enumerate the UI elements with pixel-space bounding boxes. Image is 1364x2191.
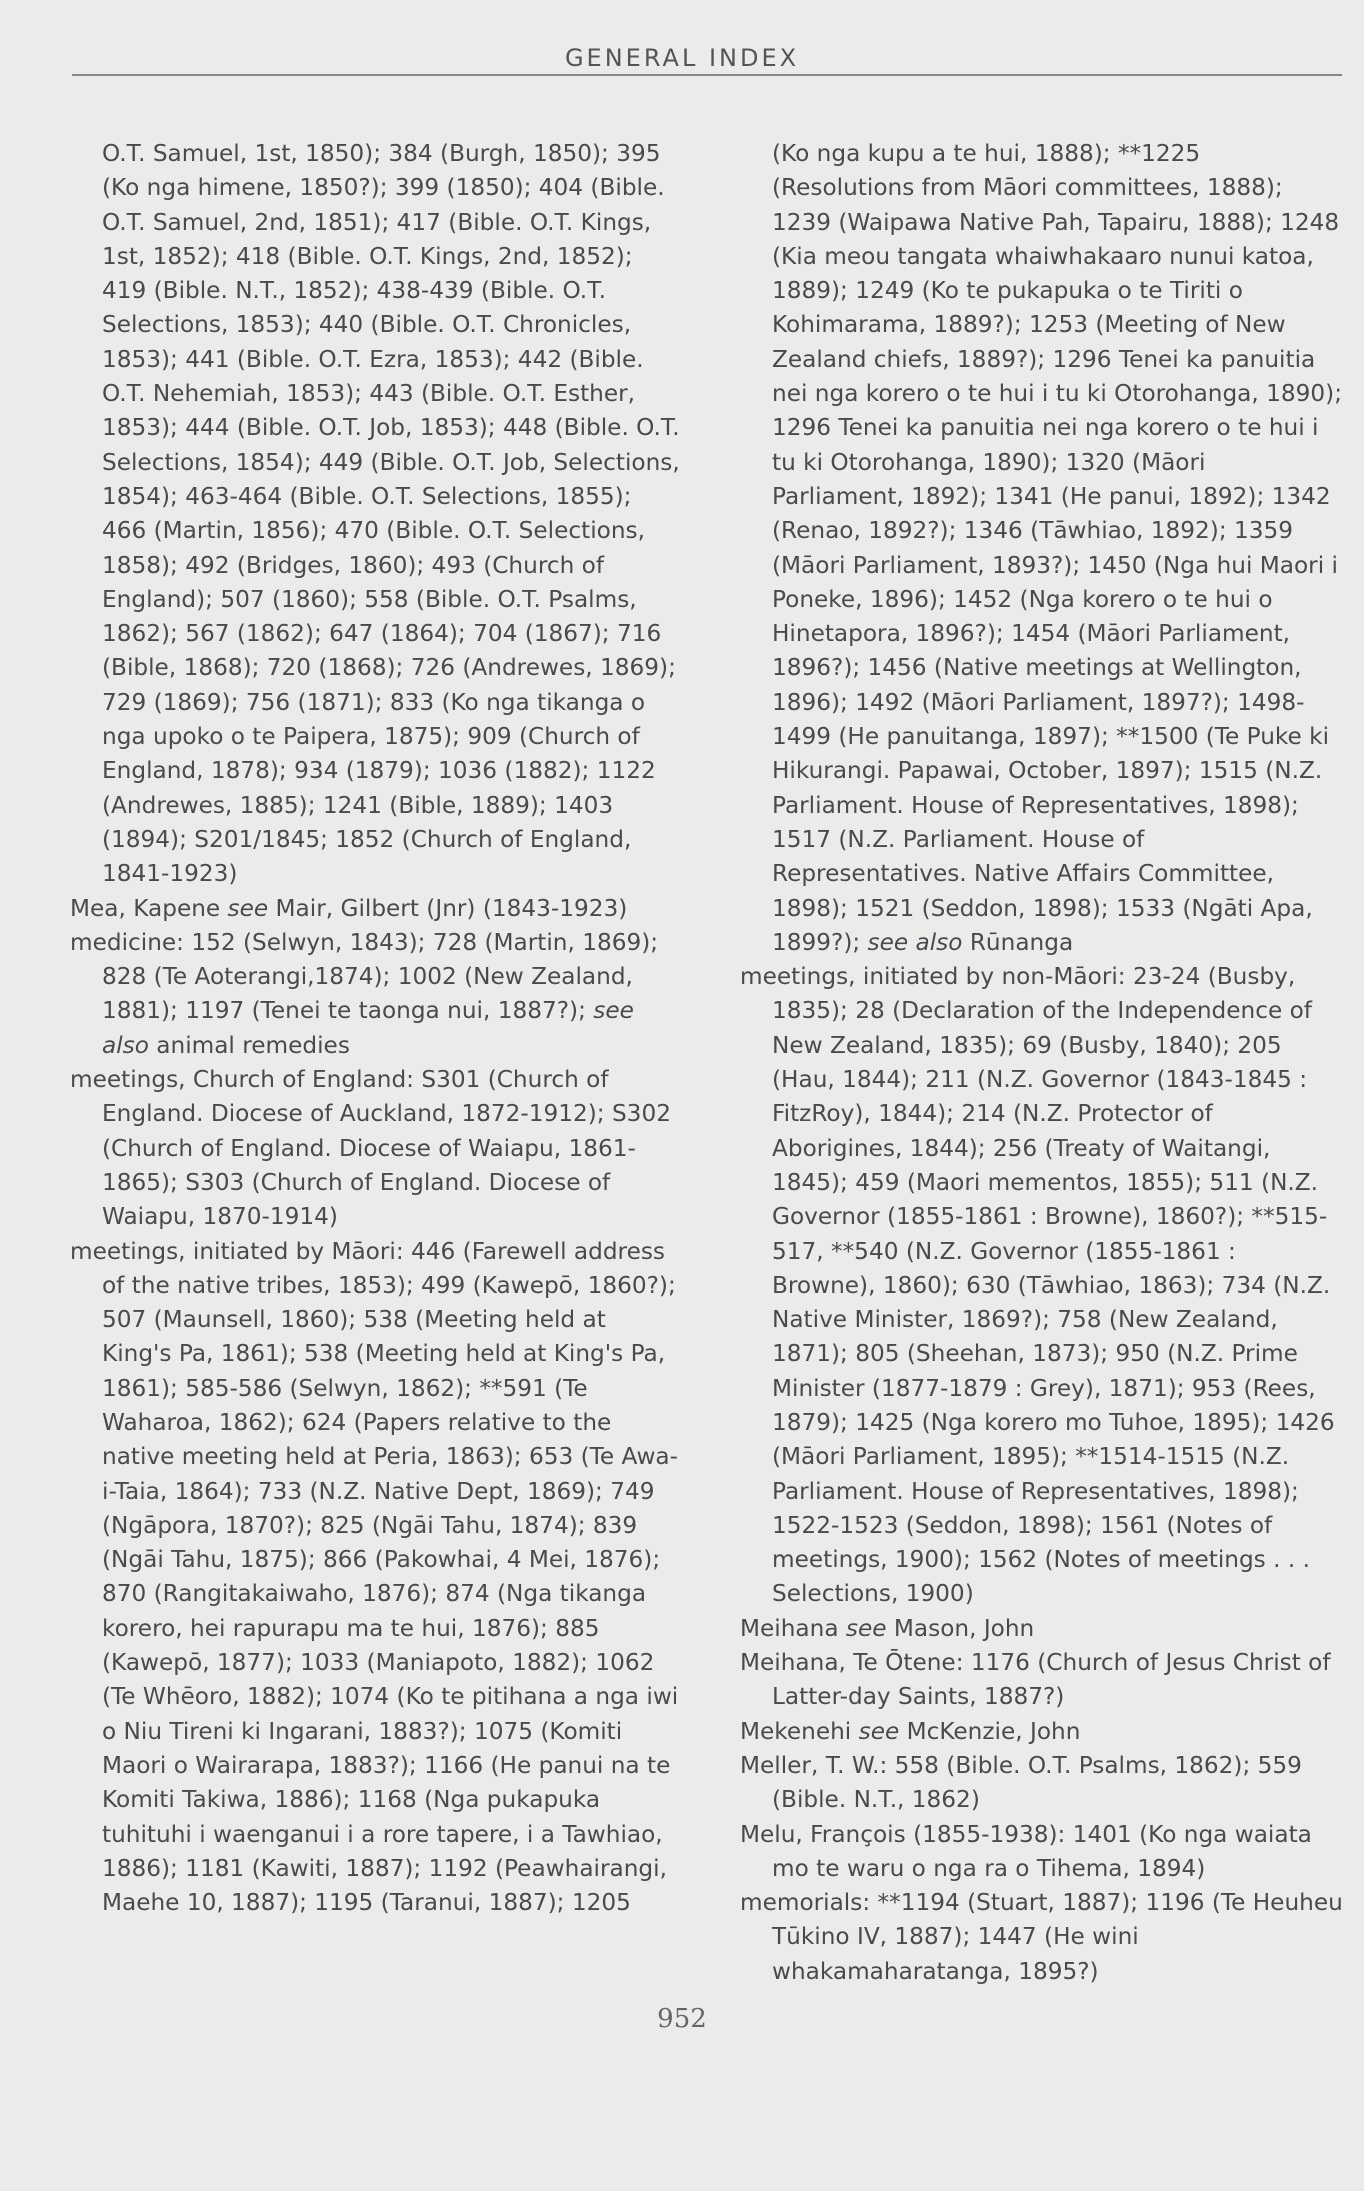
cross-reference-label: see xyxy=(845,1614,887,1642)
cross-reference-label: see also xyxy=(867,928,963,956)
page-number: 952 xyxy=(657,2004,707,2034)
entry-text: meetings, Church of England: S301 (Church of England. Diocese of Auckland, 1872-1912); S302 (Church of England. Diocese of Waiapu, 1861-1865); S303 (Church of England. Diocese of Waiapu, 1870-1914) xyxy=(70,1066,671,1231)
entry-text: Mea, Kapene xyxy=(70,894,228,922)
index-entry xyxy=(740,1612,1344,1646)
entry-text: Mason, John xyxy=(886,1614,1035,1642)
index-entry xyxy=(70,926,682,1063)
index-entry xyxy=(740,1715,1344,1749)
cross-reference-label: see xyxy=(227,894,269,922)
index-entry xyxy=(740,1818,1344,1887)
entry-text: McKenzie, John xyxy=(899,1717,1081,1745)
entry-text: Mekenehi xyxy=(740,1717,859,1745)
index-entry-continued xyxy=(70,137,682,892)
index-entry xyxy=(740,960,1344,1612)
entry-text: Meihana xyxy=(740,1614,846,1642)
running-header: GENERAL INDEX xyxy=(564,44,800,72)
entry-text: Melu, François (1855-1938): 1401 (Ko nga waiata mo te waru o nga ra o Tihema, 1894) xyxy=(740,1820,1312,1882)
index-entry xyxy=(70,1235,682,1921)
entry-text: Meihana, Te Ōtene: 1176 (Church of Jesus Christ of Latter-day Saints, 1887?) xyxy=(740,1649,1331,1711)
index-entry xyxy=(70,1063,682,1234)
entry-text: meetings, initiated by Māori: 446 (Farewell address of the native tribes, 1853); 499 (Kawepō, 1860?); 507 (Maunsell, 1860); 538 (Meeting held at King's Pa, 1861); 538 (Meeting held at King's Pa, 1861); 585-586 (Selwyn, 1862); **591 (Te Waharoa, 1862); 624 (Papers relative to the native meeting held at Peria, 1863); 653 (Te Awa-i-Taia, 1864); 733 (N.Z. Native Dept, 1869); 749 (Ngāpora, 1870?); 825 (Ngāi Tahu, 1874); 839 (Ngāi Tahu, 1875); 866 (Pakowhai, 4 Mei, 1876); 870 (Rangitakaiwaho, 1876); 874 (Nga tikanga korero, hei rapurapu ma te hui, 1876); 885 (Kawepō, 1877); 1033 (Maniapoto, 1882); 1062 (Te Whēoro, 1882); 1074 (Ko te pitihana a nga iwi o Niu Tireni ki Ingarani, 1883?); 1075 (Komiti Maori o Wairarapa, 1883?); 1166 (He panui na te Komiti Takiwa, 1886); 1168 (Nga pukapuka tuhituhi i waenganui i a rore tapere, i a Tawhiao, 1886); 1181 (Kawiti, 1887); 1192 (Peawhairangi, Maehe 10, 1887); 1195 (Taranui, 1887); 1205 xyxy=(70,1237,679,1917)
index-entry xyxy=(740,1886,1344,1989)
header-rule xyxy=(72,74,1342,76)
entry-text: Mair, Gilbert (Jnr) (1843-1923) xyxy=(268,894,628,922)
index-entry-continued xyxy=(740,137,1344,960)
cross-reference-label: see xyxy=(858,1717,900,1745)
entry-text: O.T. Samuel, 1st, 1850); 384 (Burgh, 1850); 395 (Ko nga himene, 1850?); 399 (1850); 404 (Bible. O.T. Samuel, 2nd, 1851); 417 (Bible. O.T. Kings, 1st, 1852); 418 (Bible. O.T. Kings, 2nd, 1852); 419 (Bible. N.T., 1852); 438-439 (Bible. O.T. Selections, 1853); 440 (Bible. O.T. Chronicles, 1853); 441 (Bible. O.T. Ezra, 1853); 442 (Bible. O.T. Nehemiah, 1853); 443 (Bible. O.T. Esther, 1853); 444 (Bible. O.T. Job, 1853); 448 (Bible. O.T. Selections, 1854); 449 (Bible. O.T. Job, Selections, 1854); 463-464 (Bible. O.T. Selections, 1855); 466 (Martin, 1856); 470 (Bible. O.T. Selections, 1858); 492 (Bridges, 1860); 493 (Church of England); 507 (1860); 558 (Bible. O.T. Psalms, 1862); 567 (1862); 647 (1864); 704 (1867); 716 (Bible, 1868); 720 (1868); 726 (Andrewes, 1869); 729 (1869); 756 (1871); 833 (Ko nga tikanga o nga upoko o te Paipera, 1875); 909 (Church of England, 1878); 934 (1879); 1036 (1882); 1122 (Andrewes, 1885); 1241 (Bible, 1889); 1403 (1894); S201/1845; 1852 (Church of England, 1841-1923) xyxy=(102,140,680,888)
entry-text: animal remedies xyxy=(148,1031,350,1059)
entry-text: Rūnanga xyxy=(962,928,1074,956)
index-entry xyxy=(740,1749,1344,1818)
entry-text: meetings, initiated by non-Māori: 23-24 (Busby, 1835); 28 (Declaration of the Independence of New Zealand, 1835); 69 (Busby, 1840); 205 (Hau, 1844); 211 (N.Z. Governor (1843-1845 : FitzRoy), 1844); 214 (N.Z. Protector of Aborigines, 1844); 256 (Treaty of Waitangi, 1845); 459 (Maori mementos, 1855); 511 (N.Z. Governor (1855-1861 : Browne), 1860?); **515-517, **540 (N.Z. Governor (1855-1861 : Browne), 1860); 630 (Tāwhiao, 1863); 734 (N.Z. Native Minister, 1869?); 758 (New Zealand, 1871); 805 (Sheehan, 1873); 950 (N.Z. Prime Minister (1877-1879 : Grey), 1871); 953 (Rees, 1879); 1425 (Nga korero mo Tuhoe, 1895); 1426 (Māori Parliament, 1895); **1514-1515 (N.Z. Parliament. House of Representatives, 1898); 1522-1523 (Seddon, 1898); 1561 (Notes of meetings, 1900); 1562 (Notes of meetings . . . Selections, 1900) xyxy=(740,963,1335,1608)
entry-text: memorials: **1194 (Stuart, 1887); 1196 (Te Heuheu Tūkino IV, 1887); 1447 (He wini whakamaharatanga, 1895?) xyxy=(740,1889,1343,1985)
entry-text: medicine: 152 (Selwyn, 1843); 728 (Martin, 1869); 828 (Te Aoterangi,1874); 1002 (New Zealand, 1881); 1197 (Tenei te taonga nui, 1887?); xyxy=(70,928,659,1025)
index-column-right xyxy=(740,137,1344,1989)
entry-text: Meller, T. W.: 558 (Bible. O.T. Psalms, 1862); 559 (Bible. N.T., 1862) xyxy=(740,1751,1302,1814)
index-entry xyxy=(740,1646,1344,1715)
index-entry xyxy=(70,892,682,926)
entry-text: (Ko nga kupu a te hui, 1888); **1225 (Resolutions from Māori committees, 1888); 1239 (Waipawa Native Pah, Tapairu, 1888); 1248 (Kia meou tangata whaiwhakaaro nunui katoa, 1889); 1249 (Ko te pukapuka o te Tiriti o Kohimarama, 1889?); 1253 (Meeting of New Zealand chiefs, 1889?); 1296 Tenei ka panuitia nei nga korero o te hui i tu ki Otorohanga, 1890); 1296 Tenei ka panuitia nei nga korero o te hui i tu ki Otorohanga, 1890); 1320 (Māori Parliament, 1892); 1341 (He panui, 1892); 1342 (Renao, 1892?); 1346 (Tāwhiao, 1892); 1359 (Māori Parliament, 1893?); 1450 (Nga hui Maori i Poneke, 1896); 1452 (Nga korero o te hui o Hinetapora, 1896?); 1454 (Māori Parliament, 1896?); 1456 (Native meetings at Wellington, 1896); 1492 (Māori Parliament, 1897?); 1498-1499 (He panuitanga, 1897); **1500 (Te Puke ki Hikurangi. Papawai, October, 1897); 1515 (N.Z. Parliament. House of Representatives, 1898); 1517 (N.Z. Parliament. House of Representatives. Native Affairs Committee, 1898); 1521 (Seddon, 1898); 1533 (Ngāti Apa, 1899?); xyxy=(772,140,1343,956)
index-column-left xyxy=(70,137,682,1920)
cross-reference-label: see also xyxy=(102,997,634,1059)
